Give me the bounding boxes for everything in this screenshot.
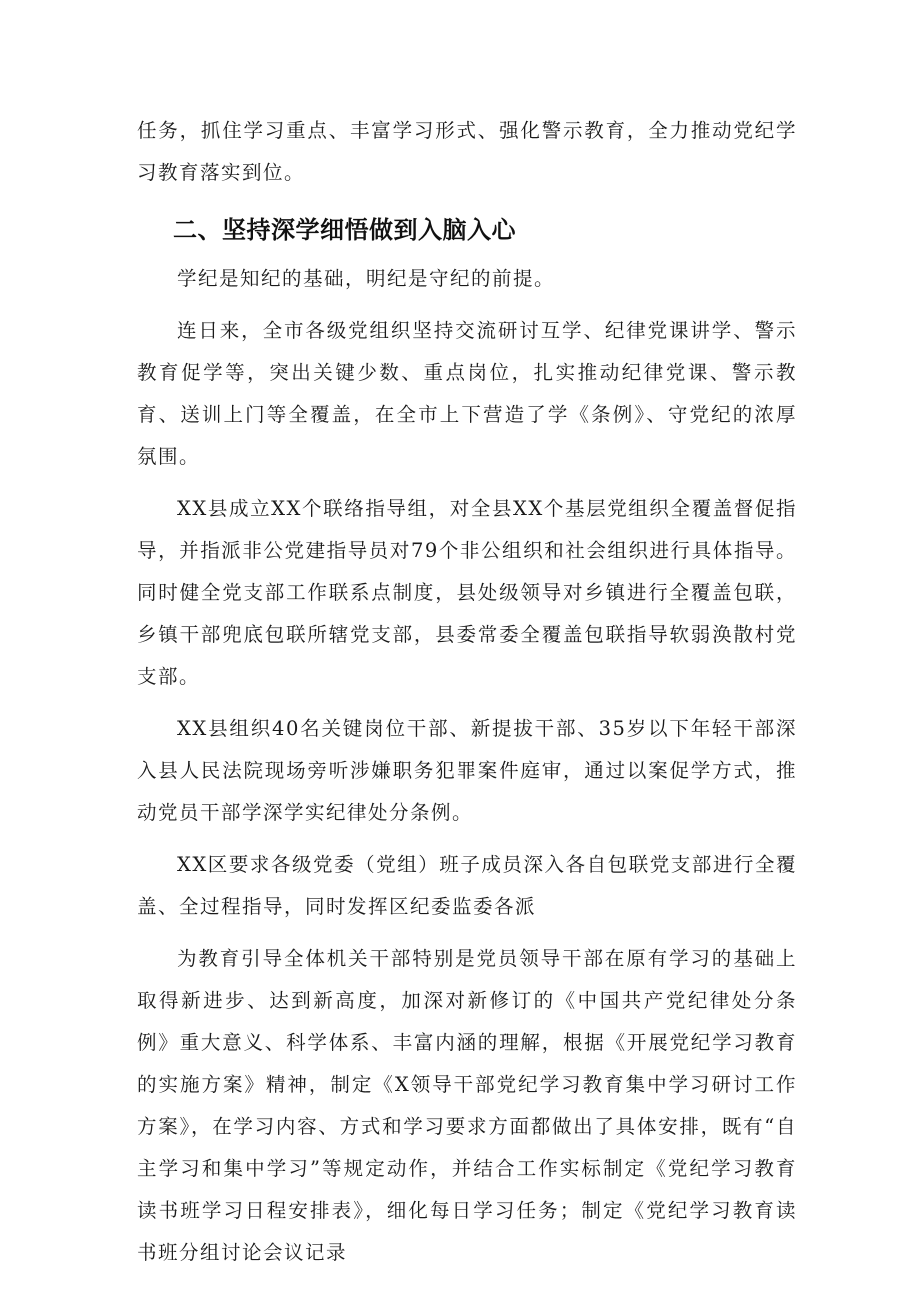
paragraph-county-trial: XX县组织40名关键岗位干部、新提拔干部、35岁以下年轻干部深入县人民法院现场旁听涉嫌职务犯罪案件庭审，通过以案促学方式，推动党员干部学深学实纪律处分条例。 bbox=[137, 717, 797, 824]
paragraph-continuation: 任务，抓住学习重点、丰富学习形式、强化警示教育，全力推动党纪学习教育落实到位。 bbox=[137, 119, 797, 184]
paragraph-intro: 学纪是知纪的基础，明纪是守纪的前提。 bbox=[177, 267, 556, 290]
document-body bbox=[137, 110, 797, 1274]
paragraph-city-overview: 连日来，全市各级党组织坚持交流研讨互学、纪律党课讲学、警示教育促学等，突出关键少数、重点岗位，扎实推动纪律党课、警示教育、送训上门等全覆盖，在全市上下营造了学《条例》、守党纪的浓厚氛围。 bbox=[137, 319, 797, 468]
paragraph-county-guidance: XX县成立XX个联络指导组，对全县XX个基层党组织全覆盖督促指导，并指派非公党建指导员对79个非公组织和社会组织进行具体指导。同时健全党支部工作联系点制度，县处级领导对乡镇进行全覆盖包联，乡镇干部兜底包联所辖党支部，县委常委全覆盖包联指导软弱涣散村党支部。 bbox=[137, 497, 797, 688]
paragraph-district-guidance: XX区要求各级党委（党组）班子成员深入各自包联党支部进行全覆盖、全过程指导，同时发挥区纪委监委各派 bbox=[137, 853, 797, 918]
paragraph-study-plan: 为教育引导全体机关干部特别是党员领导干部在原有学习的基础上取得新进步、达到新高度，加深对新修订的《中国共产党纪律处分条例》重大意义、科学体系、丰富内涵的理解，根据《开展党纪学习教育的实施方案》精神，制定《X领导干部党纪学习教育集中学习研讨工作方案》，在学习内容、方式和学习要求方面都做出了具体安排，既有“自主学习和集中学习”等规定动作，并结合工作实标制定《党纪学习教育读书班学习日程安排表》，细化每日学习任务；制定《党纪学习教育读书班分组讨论会议记录 bbox=[137, 947, 797, 1264]
section-heading: 二、坚持深学细悟做到入脑入心 bbox=[173, 216, 516, 244]
